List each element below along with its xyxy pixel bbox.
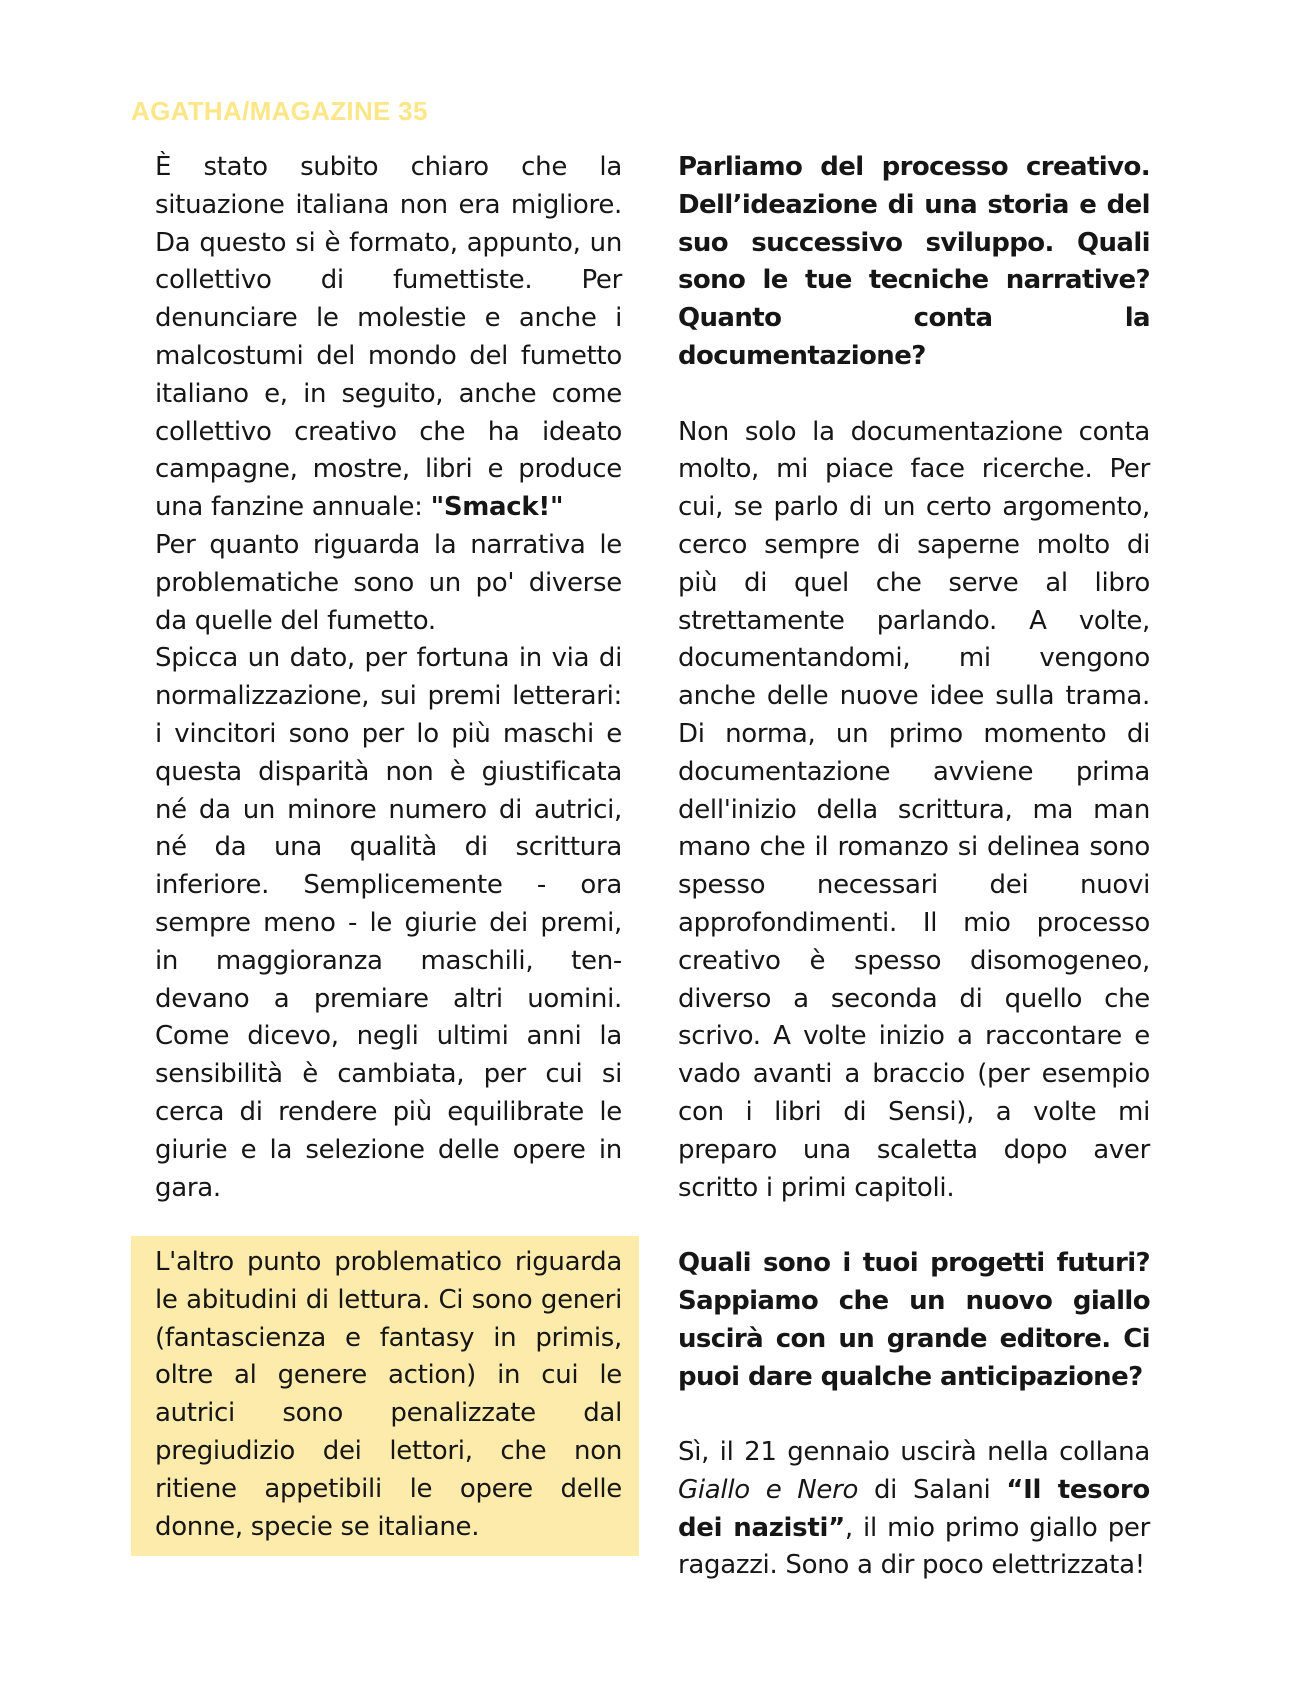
spacer (678, 1396, 1150, 1434)
answer-2-part-2: di Salani (858, 1474, 1007, 1505)
answer-2-part-1: Sì, il 21 gennaio uscirà nella collana (678, 1437, 1150, 1468)
question-1: Parliamo del processo creativo. Dell’ideazione di una storia e del suo successivo sviluppo. Quali sono le tue tecniche narrative? Quanto conta la documentazione? (678, 152, 1150, 371)
book-title: “Il tesoro dei nazisti” (678, 1474, 1150, 1543)
answer-2-part-3: , il mio primo giallo per ragazzi. Sono a dir poco elettrizzata! (678, 1512, 1150, 1581)
left-paragraph-3: Spicca un dato, per fortuna in via di normalizzazione, sui premi letterari: i vincitori sono per lo più maschi e questa disparità non è giustificata né da un minore numero di autrici, né da una qualità di scrittura inferiore. Semplicemente - ora sempre meno - le giurie dei premi, in maggioranza maschili, ten-devano a premiare altri uomini. Come dicevo, negli ultimi anni la sensibilità è cambiata, per cui si cerca di rendere più equilibrate le giurie e la selezione delle opere in gara. (155, 643, 622, 1203)
right-column (678, 149, 1150, 1585)
fanzine-title: "Smack!" (430, 492, 564, 523)
highlight-text: L'altro punto problematico riguarda le abitudini di lettura. Ci sono generi (fantascienza e fantasy in primis, oltre al genere action) in cui le autrici sono penalizzate dal pregiudizio dei lettori, che non ritiene appetibili le opere delle donne, specie se italiane. (155, 1247, 622, 1542)
left-paragraph-2: Per quanto riguarda la narrativa le problematiche sono un po' diverse da quelle del fumetto. (155, 529, 622, 636)
spacer (678, 376, 1150, 414)
left-paragraph-1 (155, 149, 622, 527)
left-paragraph-1-text: È stato subito chiaro che la situazione italiana non era migliore. Da questo si è formato, appunto, un collettivo di fumettiste. Per denunciare le molestie e anche i malcostumi del mondo del fumetto italiano e, in seguito, anche come collettivo creativo che ha ideato campagne, mostre, libri e produce una fanzine annuale: (155, 152, 622, 523)
answer-2 (678, 1434, 1150, 1585)
series-name: Giallo e Nero (678, 1474, 859, 1505)
question-2: Quali sono i tuoi progetti futuri? Sappiamo che un nuovo giallo uscirà con un grande editore. Ci puoi dare qualche anticipazione? (678, 1248, 1150, 1392)
magazine-header: AGATHA/MAGAZINE 35 (131, 96, 428, 126)
spacer (678, 1207, 1150, 1245)
answer-1: Non solo la documentazione conta molto, mi piace face ricerche. Per cui, se parlo di un certo argomento, cerco sempre di saperne molto di più di quel che serve al libro strettamente parlando. A volte, documentandomi, mi vengono anche delle nuove idee sulla trama. Di norma, un primo momento di documentazione avviene prima dell'inizio della scrittura, ma man mano che il romanzo si delinea sono spesso necessari dei nuovi approfondimenti. Il mio processo creativo è spesso disomogeneo, diverso a seconda di quello che scrivo. A volte inizio a raccontare e vado avanti a braccio (per esempio con i libri di Sensi), a volte mi preparo una scaletta dopo aver scritto i primi capitoli. (678, 416, 1150, 1203)
left-column (155, 149, 622, 1207)
